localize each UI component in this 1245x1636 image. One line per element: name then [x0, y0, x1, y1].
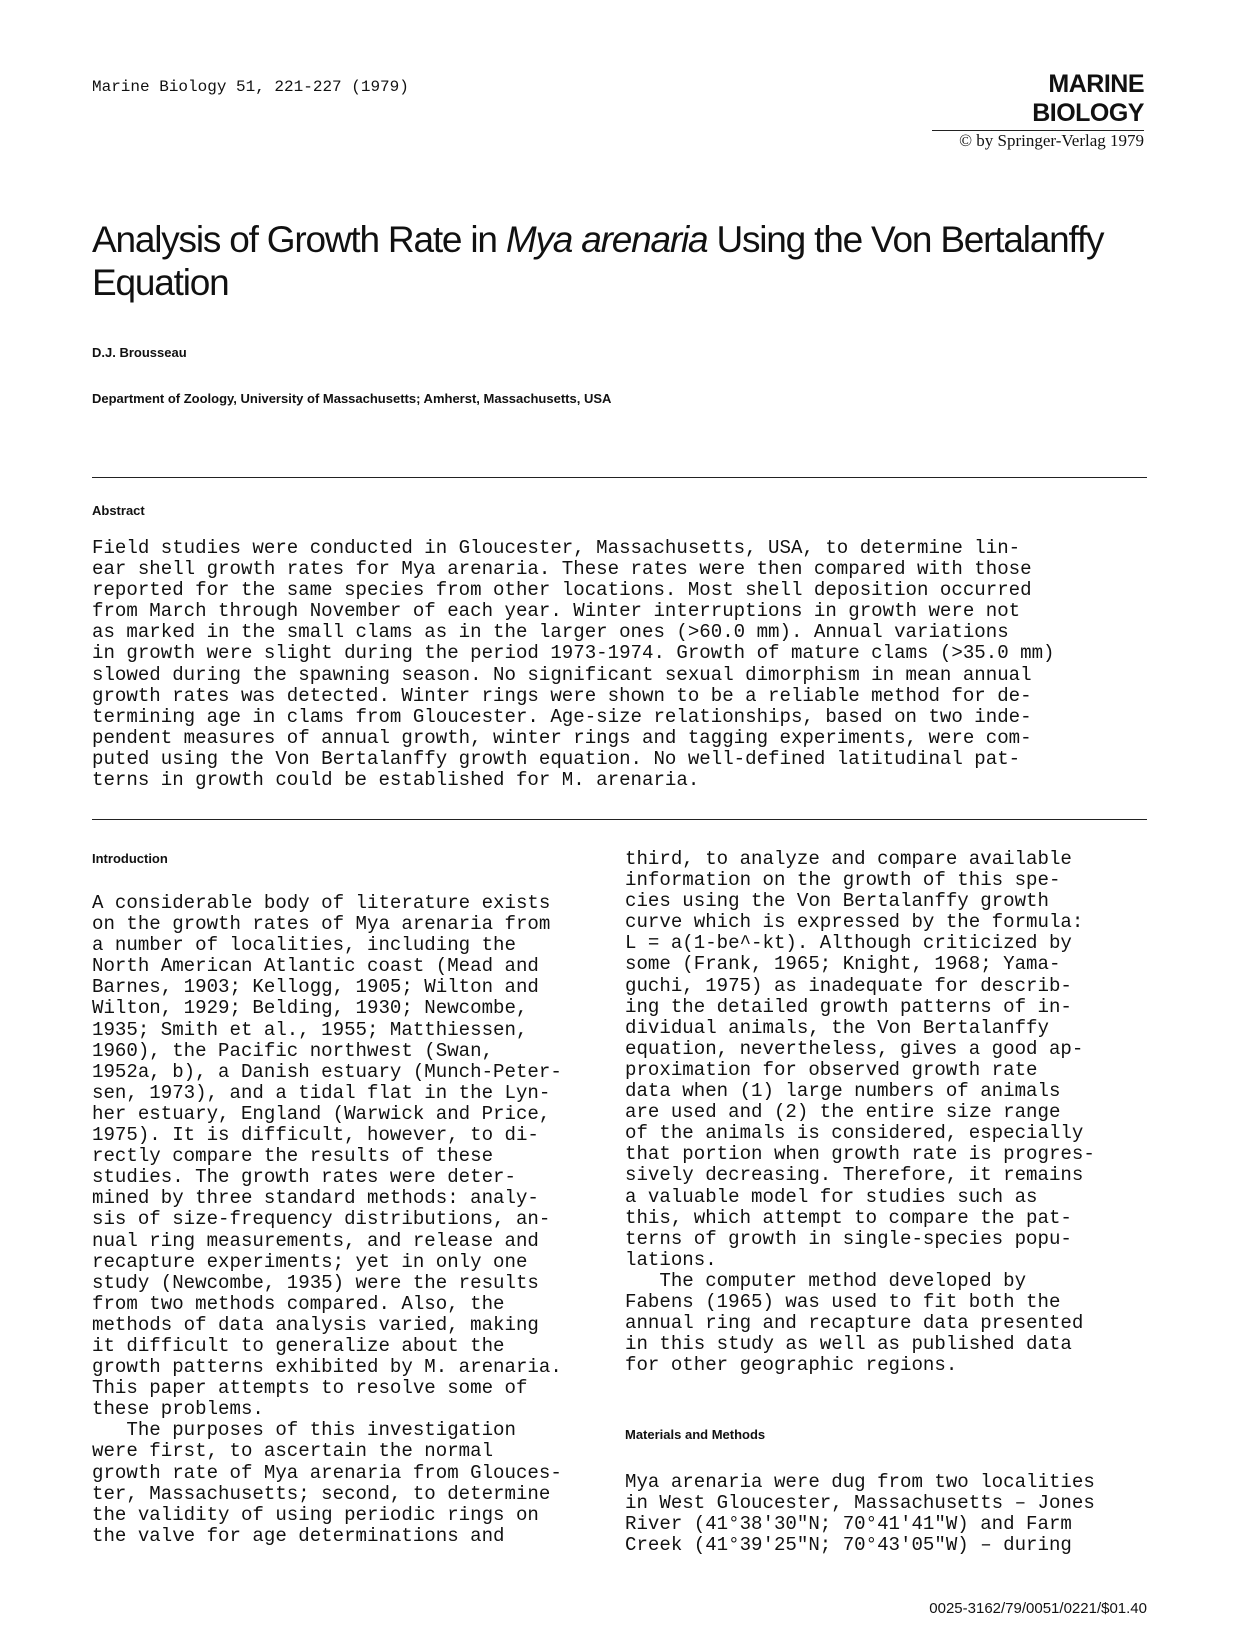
abstract-line: slowed during the spawning season. No significant sexual dimorphism in mean annual: [92, 663, 1032, 686]
abstract-line: reported for the same species from other locations. Most shell deposition occurred: [92, 579, 1032, 602]
author-affiliation: Department of Zoology, University of Massachusetts; Amherst, Massachusetts, USA: [92, 391, 612, 406]
body-line: a number of localities, including the: [92, 934, 516, 957]
body-line: sively decreasing. Therefore, it remains: [625, 1164, 1084, 1187]
body-line: L = a(1-be^-kt). Although criticized by: [625, 932, 1072, 955]
body-line: her estuary, England (Warwick and Price,: [92, 1102, 551, 1125]
body-line: recapture experiments; yet in only one: [92, 1250, 528, 1273]
introduction-right-column: [625, 849, 1145, 1376]
article-code: 0025-3162/79/0051/0221/$01.40: [929, 1600, 1147, 1617]
journal-name: MARINE BIOLOGY: [1032, 70, 1144, 127]
abstract-heading: Abstract: [92, 503, 145, 518]
title-part-1: Analysis of Growth Rate in: [92, 219, 506, 260]
body-line: A considerable body of literature exists: [92, 892, 551, 914]
body-line: for other geographic regions.: [625, 1354, 958, 1377]
body-line: dividual animals, the Von Bertalanffy: [625, 1016, 1049, 1039]
body-line: information on the growth of this spe-: [625, 869, 1061, 892]
abstract-line: Field studies were conducted in Gloucester, Massachusetts, USA, to determine lin-: [92, 537, 1021, 559]
abstract-body: [92, 538, 1152, 791]
body-line: Barnes, 1903; Kellogg, 1905; Wilton and: [92, 976, 539, 999]
masthead-rule: [932, 130, 1144, 131]
body-line: rectly compare the results of these: [92, 1145, 494, 1168]
body-line: sen, 1973), and a tidal flat in the Lyn-: [92, 1081, 551, 1104]
body-line: were first, to ascertain the normal: [92, 1440, 494, 1463]
body-line: 1952a, b), a Danish estuary (Munch-Peter-: [92, 1060, 562, 1083]
body-line: are used and (2) the entire size range: [625, 1101, 1061, 1124]
body-line: nual ring measurements, and release and: [92, 1229, 539, 1252]
abstract-line: from March through November of each year. Winter interruptions in growth were not: [92, 600, 1021, 623]
abstract-bottom-rule: [92, 819, 1147, 820]
body-line: Creek (41°39'25"N; 70°43'05"W) – during: [625, 1534, 1072, 1557]
abstract-line: termining age in clams from Gloucester. Age-size relationships, based on two inde-: [92, 705, 1032, 728]
body-line: study (Newcombe, 1935) were the results: [92, 1271, 539, 1294]
abstract-line: puted using the Von Bertalanffy growth equation. No well-defined latitudinal pat-: [92, 747, 1021, 770]
body-line: a valuable model for studies such as: [625, 1185, 1038, 1208]
abstract-line: ear shell growth rates for Mya arenaria. These rates were then compared with those: [92, 558, 1032, 581]
body-line: studies. The growth rates were deter-: [92, 1166, 516, 1189]
journal-citation: Marine Biology 51, 221-227 (1979): [92, 78, 409, 96]
body-line: third, to analyze and compare available: [625, 848, 1072, 870]
abstract-line: in growth were slight during the period 1973-1974. Growth of mature clams (>35.0 mm): [92, 642, 1055, 665]
author-name: D.J. Brousseau: [92, 345, 187, 360]
abstract-line: growth rates was detected. Winter rings were shown to be a reliable method for de-: [92, 684, 1032, 707]
body-line: 1975). It is difficult, however, to di-: [92, 1124, 539, 1147]
abstract-line: as marked in the small clams as in the larger ones (>60.0 mm). Annual variations: [92, 621, 1009, 644]
body-line: some (Frank, 1965; Knight, 1968; Yama-: [625, 953, 1061, 976]
introduction-left-column: [92, 893, 612, 1547]
introduction-heading: Introduction: [92, 851, 168, 866]
abstract-line: pendent measures of annual growth, winter rings and tagging experiments, were com-: [92, 726, 1032, 749]
body-line: growth patterns exhibited by M. arenaria.: [92, 1356, 562, 1379]
body-line: proximation for observed growth rate: [625, 1058, 1038, 1081]
body-line: cies using the Von Bertalanffy growth: [625, 890, 1049, 913]
body-line: ing the detailed growth patterns of in-: [625, 995, 1072, 1018]
body-line: North American Atlantic coast (Mead and: [92, 955, 539, 978]
article-title: [92, 218, 1132, 304]
body-line: it difficult to generalize about the: [92, 1334, 505, 1357]
body-line: This paper attempts to resolve some of: [92, 1377, 528, 1400]
journal-copyright: © by Springer-Verlag 1979: [959, 131, 1144, 150]
body-line: terns of growth in single-species popu-: [625, 1227, 1072, 1250]
body-line: data when (1) large numbers of animals: [625, 1080, 1061, 1103]
body-line: Fabens (1965) was used to fit both the: [625, 1290, 1061, 1313]
title-species: Mya arenaria: [505, 219, 708, 260]
methods-heading: Materials and Methods: [625, 1427, 766, 1442]
body-line: Wilton, 1929; Belding, 1930; Newcombe,: [92, 997, 528, 1020]
abstract-line: terns in growth could be established for M. arenaria.: [92, 769, 700, 792]
body-line: methods of data analysis varied, making: [92, 1313, 539, 1336]
title-part-2: Using the Von Bertalanffy Equation: [92, 219, 1104, 303]
body-line: 1960), the Pacific northwest (Swan,: [92, 1039, 494, 1062]
body-line: from two methods compared. Also, the: [92, 1292, 505, 1315]
body-line: mined by three standard methods: analy-: [92, 1187, 539, 1210]
body-line: Mya arenaria were dug from two localities: [625, 1471, 1095, 1493]
body-line: lations.: [625, 1248, 717, 1271]
body-line: River (41°38'30"N; 70°41'41"W) and Farm: [625, 1513, 1072, 1536]
body-line: guchi, 1975) as inadequate for describ-: [625, 974, 1072, 997]
body-line: equation, nevertheless, gives a good ap-: [625, 1037, 1084, 1060]
body-line: the valve for age determinations and: [92, 1524, 505, 1547]
body-line: in this study as well as published data: [625, 1333, 1072, 1356]
body-line: annual ring and recapture data presented: [625, 1312, 1084, 1335]
body-line: these problems.: [92, 1398, 264, 1421]
abstract-top-rule: [92, 477, 1147, 478]
body-line: 1935; Smith et al., 1955; Matthiessen,: [92, 1018, 528, 1041]
body-line: The computer method developed by: [625, 1269, 1027, 1292]
body-line: in West Gloucester, Massachusetts – Jones: [625, 1492, 1095, 1515]
body-line: ter, Massachusetts; second, to determine: [92, 1482, 551, 1505]
body-line: growth rate of Mya arenaria from Glouces-: [92, 1461, 562, 1484]
body-line: that portion when growth rate is progres-: [625, 1143, 1095, 1166]
methods-column: [625, 1472, 1145, 1556]
body-line: sis of size-frequency distributions, an-: [92, 1208, 551, 1231]
body-line: the validity of using periodic rings on: [92, 1503, 539, 1526]
body-line: curve which is expressed by the formula:: [625, 911, 1084, 934]
body-line: of the animals is considered, especially: [625, 1122, 1084, 1145]
body-line: on the growth rates of Mya arenaria from: [92, 913, 551, 936]
body-line: The purposes of this investigation: [92, 1419, 516, 1442]
body-line: this, which attempt to compare the pat-: [625, 1206, 1072, 1229]
journal-masthead: [932, 70, 1144, 151]
